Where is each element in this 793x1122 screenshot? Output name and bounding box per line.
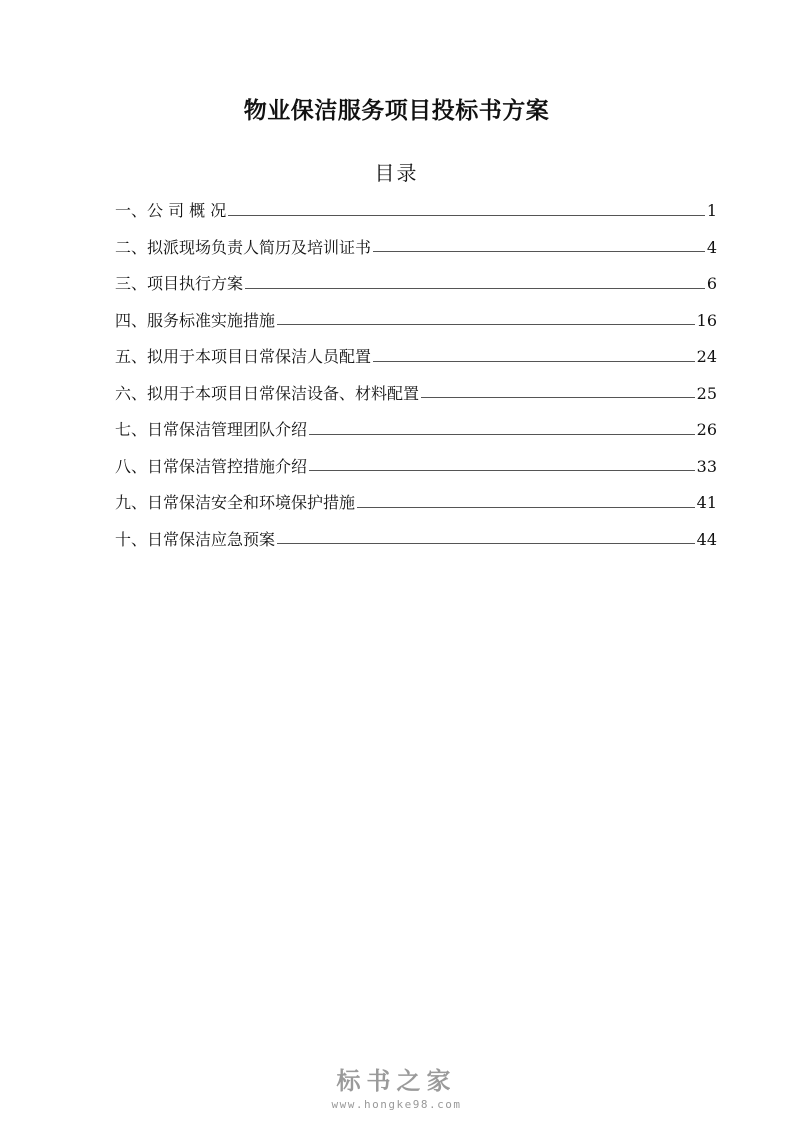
toc-entry[interactable] bbox=[115, 452, 717, 489]
toc-leader-line bbox=[309, 434, 695, 435]
toc-leader-line bbox=[373, 361, 695, 362]
table-of-contents bbox=[115, 196, 717, 561]
toc-leader-line bbox=[421, 397, 695, 398]
toc-entry-label: 四、服务标准实施措施 bbox=[115, 310, 276, 330]
watermark bbox=[0, 1066, 793, 1111]
toc-entry-label: 八、日常保洁管控措施介绍 bbox=[115, 456, 308, 476]
toc-entry[interactable] bbox=[115, 379, 717, 416]
toc-entry-page: 25 bbox=[696, 383, 717, 403]
toc-entry[interactable] bbox=[115, 306, 717, 343]
toc-entry-page: 26 bbox=[696, 420, 717, 439]
toc-leader-line bbox=[373, 251, 705, 252]
toc-leader-line bbox=[277, 543, 695, 544]
toc-entry-label: 十、日常保洁应急预案 bbox=[115, 529, 276, 549]
toc-entry-page: 24 bbox=[696, 347, 717, 366]
toc-entry[interactable] bbox=[115, 342, 717, 379]
toc-entry[interactable] bbox=[115, 488, 717, 525]
toc-entry-label: 五、拟用于本项目日常保洁人员配置 bbox=[115, 347, 372, 366]
toc-entry-page: 41 bbox=[696, 493, 717, 512]
toc-entry-page: 6 bbox=[706, 274, 717, 293]
watermark-url: www.hongke98.com bbox=[331, 1098, 462, 1111]
toc-entry-page: 4 bbox=[706, 237, 717, 257]
toc-leader-line bbox=[277, 324, 695, 325]
watermark-logo: 标书之家 bbox=[336, 1067, 457, 1095]
toc-entry-label: 一、公 司 概 况 bbox=[115, 201, 227, 220]
toc-entry-label: 六、拟用于本项目日常保洁设备、材料配置 bbox=[115, 383, 420, 403]
toc-entry-page: 1 bbox=[706, 201, 717, 220]
document-title: 物业保洁服务项目投标书方案 bbox=[243, 98, 550, 124]
toc-entry-label: 三、项目执行方案 bbox=[115, 274, 244, 293]
toc-entry[interactable] bbox=[115, 415, 717, 452]
toc-entry[interactable] bbox=[115, 233, 717, 270]
toc-entry-label: 二、拟派现场负责人简历及培训证书 bbox=[115, 237, 372, 257]
toc-entry-page: 33 bbox=[696, 456, 717, 476]
toc-entry-label: 七、日常保洁管理团队介绍 bbox=[115, 420, 308, 439]
toc-entry-page: 44 bbox=[696, 529, 717, 549]
toc-leader-line bbox=[357, 507, 695, 508]
toc-leader-line bbox=[245, 288, 705, 289]
toc-leader-line bbox=[228, 215, 705, 216]
toc-entry-page: 16 bbox=[696, 310, 717, 330]
toc-entry[interactable] bbox=[115, 269, 717, 306]
toc-entry[interactable] bbox=[115, 196, 717, 233]
toc-entry-label: 九、日常保洁安全和环境保护措施 bbox=[115, 493, 356, 512]
toc-leader-line bbox=[309, 470, 695, 471]
toc-entry[interactable] bbox=[115, 525, 717, 562]
toc-heading: 目录 bbox=[374, 161, 419, 185]
